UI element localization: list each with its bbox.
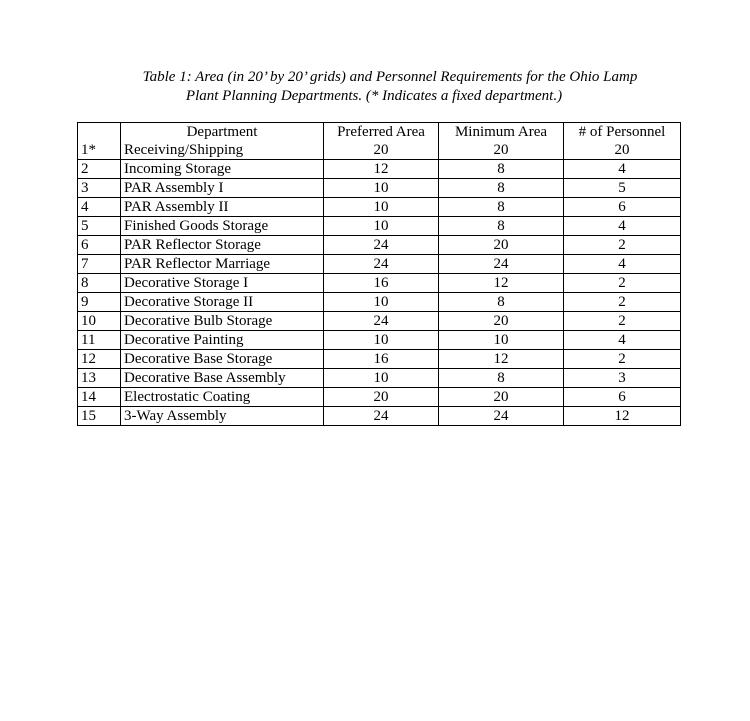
cell-preferred-area: 10 — [324, 217, 439, 236]
table-row — [78, 217, 681, 236]
cell-preferred-area: 16 — [324, 274, 439, 293]
cell-department: Decorative Painting — [121, 331, 324, 350]
cell-minimum-area: 20 — [439, 236, 564, 255]
cell-number: 14 — [78, 388, 121, 407]
table-row — [78, 179, 681, 198]
cell-personnel: 4 — [564, 255, 681, 274]
caption-line-2: Plant Planning Departments. (* Indicates a fixed department.) — [185, 88, 563, 104]
cell-preferred-area: 20 — [324, 388, 439, 407]
cell-department: 3-Way Assembly — [121, 407, 324, 426]
cell-number: 13 — [78, 369, 121, 388]
cell-number: 3 — [78, 179, 121, 198]
cell-number: 7 — [78, 255, 121, 274]
table-header-row — [78, 123, 681, 142]
table-body — [78, 141, 681, 426]
cell-personnel: 12 — [564, 407, 681, 426]
table-row — [78, 274, 681, 293]
cell-personnel: 2 — [564, 236, 681, 255]
table-row — [78, 198, 681, 217]
cell-personnel: 6 — [564, 388, 681, 407]
cell-preferred-area: 10 — [324, 198, 439, 217]
header-number — [78, 123, 121, 142]
cell-personnel: 3 — [564, 369, 681, 388]
header-department: Department — [121, 123, 324, 142]
cell-preferred-area: 10 — [324, 331, 439, 350]
cell-personnel: 2 — [564, 350, 681, 369]
cell-minimum-area: 20 — [439, 141, 564, 160]
cell-minimum-area: 8 — [439, 369, 564, 388]
cell-department: Receiving/Shipping — [121, 141, 324, 160]
cell-department: Decorative Base Assembly — [121, 369, 324, 388]
cell-number: 9 — [78, 293, 121, 312]
cell-minimum-area: 20 — [439, 388, 564, 407]
cell-department: Finished Goods Storage — [121, 217, 324, 236]
cell-number: 8 — [78, 274, 121, 293]
table-row — [78, 160, 681, 179]
cell-number: 11 — [78, 331, 121, 350]
table-row — [78, 255, 681, 274]
cell-number: 10 — [78, 312, 121, 331]
table-row — [78, 141, 681, 160]
cell-number: 1* — [78, 141, 121, 160]
caption-line-1: Table 1: Area (in 20’ by 20’ grids) and Personnel Requirements for the Ohio Lamp — [142, 69, 638, 85]
cell-number: 4 — [78, 198, 121, 217]
cell-department: Decorative Storage II — [121, 293, 324, 312]
cell-number: 2 — [78, 160, 121, 179]
cell-personnel: 2 — [564, 312, 681, 331]
cell-minimum-area: 12 — [439, 350, 564, 369]
table-row — [78, 369, 681, 388]
cell-preferred-area: 10 — [324, 369, 439, 388]
table-row — [78, 236, 681, 255]
cell-minimum-area: 8 — [439, 293, 564, 312]
table-caption — [0, 68, 750, 106]
cell-personnel: 20 — [564, 141, 681, 160]
cell-minimum-area: 20 — [439, 312, 564, 331]
cell-minimum-area: 8 — [439, 179, 564, 198]
cell-department: Decorative Storage I — [121, 274, 324, 293]
table-row — [78, 350, 681, 369]
cell-department: Incoming Storage — [121, 160, 324, 179]
department-requirements-table — [77, 122, 681, 426]
cell-preferred-area: 24 — [324, 236, 439, 255]
cell-minimum-area: 10 — [439, 331, 564, 350]
table-row — [78, 331, 681, 350]
table-row — [78, 407, 681, 426]
cell-number: 6 — [78, 236, 121, 255]
cell-minimum-area: 8 — [439, 198, 564, 217]
cell-department: PAR Assembly II — [121, 198, 324, 217]
header-preferred-area: Preferred Area — [324, 123, 439, 142]
cell-minimum-area: 12 — [439, 274, 564, 293]
cell-preferred-area: 24 — [324, 312, 439, 331]
cell-preferred-area: 20 — [324, 141, 439, 160]
cell-number: 15 — [78, 407, 121, 426]
cell-preferred-area: 10 — [324, 293, 439, 312]
cell-number: 5 — [78, 217, 121, 236]
cell-department: Electrostatic Coating — [121, 388, 324, 407]
cell-personnel: 4 — [564, 160, 681, 179]
cell-department: Decorative Base Storage — [121, 350, 324, 369]
cell-preferred-area: 12 — [324, 160, 439, 179]
cell-department: PAR Assembly I — [121, 179, 324, 198]
cell-personnel: 2 — [564, 293, 681, 312]
cell-personnel: 4 — [564, 331, 681, 350]
cell-minimum-area: 24 — [439, 407, 564, 426]
cell-department: PAR Reflector Marriage — [121, 255, 324, 274]
cell-personnel: 2 — [564, 274, 681, 293]
cell-minimum-area: 8 — [439, 160, 564, 179]
cell-minimum-area: 8 — [439, 217, 564, 236]
cell-department: Decorative Bulb Storage — [121, 312, 324, 331]
table-row — [78, 312, 681, 331]
table-row — [78, 388, 681, 407]
header-personnel: # of Personnel — [564, 123, 681, 142]
header-minimum-area: Minimum Area — [439, 123, 564, 142]
cell-personnel: 6 — [564, 198, 681, 217]
cell-preferred-area: 10 — [324, 179, 439, 198]
cell-preferred-area: 24 — [324, 255, 439, 274]
cell-personnel: 5 — [564, 179, 681, 198]
table-row — [78, 293, 681, 312]
cell-personnel: 4 — [564, 217, 681, 236]
cell-preferred-area: 24 — [324, 407, 439, 426]
cell-department: PAR Reflector Storage — [121, 236, 324, 255]
cell-number: 12 — [78, 350, 121, 369]
cell-minimum-area: 24 — [439, 255, 564, 274]
cell-preferred-area: 16 — [324, 350, 439, 369]
